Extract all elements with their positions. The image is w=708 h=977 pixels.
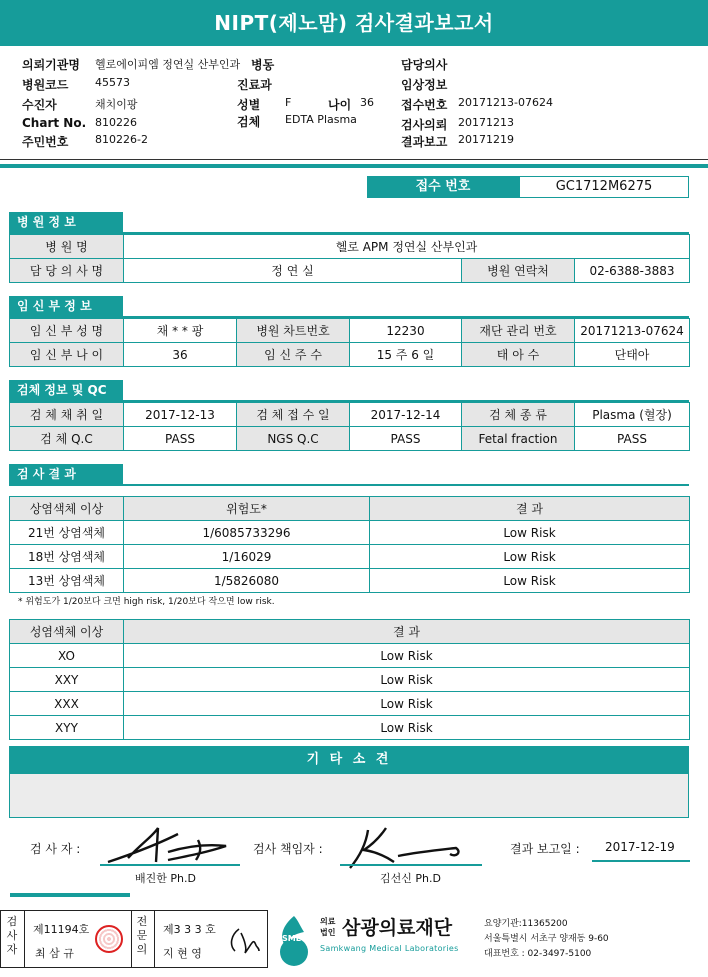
table-row — [10, 343, 690, 367]
specimen-qc-label: 검 체 Q.C — [10, 427, 124, 451]
table-row — [10, 569, 690, 593]
autosome-name: 21번 상염색체 — [10, 521, 124, 545]
doctor-label: 담당의사 — [401, 58, 448, 72]
hospital-value: 헬로에이피엠 정연실 산부인과 — [95, 58, 241, 71]
remarks-title: 기 타 소 견 — [9, 746, 689, 774]
sex-chromosome-result: Low Risk — [124, 692, 690, 716]
resident-value: 810226-2 — [95, 133, 148, 146]
autosome-risk: 1/6085733296 — [124, 521, 370, 545]
pregnant-name-value: 채 * * 팡 — [124, 319, 237, 343]
hospital-label: 의뢰기관명 — [22, 58, 80, 72]
request-value: 20171213 — [458, 116, 514, 129]
ward-label: 병동 — [251, 58, 275, 72]
pregnant-name-label: 임 신 부 성 명 — [10, 319, 124, 343]
supervisor-label: 검사 책임자 : — [253, 842, 323, 856]
chart-value: 810226 — [95, 116, 137, 129]
autosome-results-table — [9, 496, 690, 593]
fetal-fraction-label: Fetal fraction — [462, 427, 575, 451]
autosome-name: 13번 상염색체 — [10, 569, 124, 593]
table-row — [10, 497, 690, 521]
table-row — [10, 521, 690, 545]
code-label: 병원코드 — [22, 78, 69, 92]
autosome-result: Low Risk — [370, 545, 690, 569]
examiner-vertical-label: 검사자 — [6, 915, 18, 956]
sex-chromosome-name: XYY — [10, 716, 124, 740]
contact-label: 병원 연락처 — [462, 259, 575, 283]
table-row — [10, 545, 690, 569]
doctor-vertical-label: 전문의 — [136, 915, 148, 956]
corp-phone: 대표번호 : 02-3497-5100 — [484, 949, 592, 959]
specimen-value: EDTA Plasma — [285, 113, 357, 126]
hospital-info-table — [9, 234, 690, 283]
sex-chromosome-table — [9, 619, 690, 740]
doctor-vertical-cell — [131, 911, 155, 967]
corp-code: 요양기관:11365200 — [484, 919, 568, 929]
hospital-name-value: 헬로 APM 정연실 산부인과 — [124, 235, 690, 259]
gestation-weeks-label: 임 신 주 수 — [237, 343, 350, 367]
chart-number-label: 병원 차트번호 — [237, 319, 350, 343]
table-row — [10, 427, 690, 451]
results-section-title: 검 사 결 과 — [9, 464, 123, 485]
fetus-count-label: 태 아 수 — [462, 343, 575, 367]
receive-date-value: 2017-12-14 — [350, 403, 462, 427]
official-seal-icon — [95, 925, 123, 953]
mgmt-number-value: 20171213-07624 — [575, 319, 690, 343]
clinical-label: 임상정보 — [401, 78, 448, 92]
sex-chromosome-name: XXY — [10, 668, 124, 692]
patient-info-block — [0, 46, 708, 160]
hospital-name-label: 병 원 명 — [10, 235, 124, 259]
examiner-signature — [98, 822, 238, 870]
autosome-header-name: 상염색체 이상 — [10, 497, 124, 521]
table-row — [10, 235, 690, 259]
chart-number-value: 12230 — [350, 319, 462, 343]
age-value: 36 — [360, 96, 374, 109]
supervisor-signature-line — [340, 864, 482, 866]
fetus-count-value: 단태아 — [575, 343, 690, 367]
doctor-name-label: 담 당 의 사 명 — [10, 259, 124, 283]
corp-prefix-2: 법인 — [320, 928, 336, 937]
accession-value: 20171213-07624 — [458, 96, 553, 109]
examiner-signature-line — [100, 864, 240, 866]
table-row — [10, 692, 690, 716]
table-row — [10, 668, 690, 692]
receipt-value: GC1712M6275 — [519, 176, 689, 198]
sex-label: 성별 — [237, 98, 261, 112]
autosome-risk: 1/16029 — [124, 545, 370, 569]
remarks-body — [9, 774, 689, 818]
table-row — [10, 403, 690, 427]
collect-date-value: 2017-12-13 — [124, 403, 237, 427]
specimen-qc-table — [9, 402, 690, 451]
collector-value: 채치이팡 — [95, 98, 138, 111]
pregnant-info-table — [9, 318, 690, 367]
sex-header-result: 결 과 — [124, 620, 690, 644]
age-label: 나이 — [328, 98, 352, 112]
specimen-type-value: Plasma (혈장) — [575, 403, 690, 427]
examiner-vertical-cell — [1, 911, 25, 967]
fetal-fraction-value: PASS — [575, 427, 690, 451]
collect-date-label: 검 체 채 취 일 — [10, 403, 124, 427]
autosome-risk: 1/5826080 — [124, 569, 370, 593]
sex-chromosome-result: Low Risk — [124, 716, 690, 740]
sex-header-name: 성염색체 이상 — [10, 620, 124, 644]
ngs-qc-value: PASS — [350, 427, 462, 451]
collector-label: 수진자 — [22, 98, 57, 112]
pregnant-section-title: 임 신 부 정 보 — [9, 296, 123, 317]
footer-license-box — [0, 910, 268, 968]
contact-value: 02-6388-3883 — [575, 259, 690, 283]
code-value: 45573 — [95, 76, 130, 89]
report-date-value: 2017-12-19 — [605, 840, 675, 854]
accession-label: 접수번호 — [401, 98, 448, 112]
receive-date-label: 검 체 접 수 일 — [237, 403, 350, 427]
autosome-result: Low Risk — [370, 521, 690, 545]
doctor-license: 제3 3 3 호 — [163, 923, 216, 936]
specimen-qc-value: PASS — [124, 427, 237, 451]
corp-english: Samkwang Medical Laboratories — [320, 944, 459, 953]
sex-chromosome-name: XXX — [10, 692, 124, 716]
autosome-header-risk: 위험도* — [124, 497, 370, 521]
mgmt-number-label: 재단 관리 번호 — [462, 319, 575, 343]
report-value: 20171219 — [458, 133, 514, 146]
examiner-license: 제11194호 — [33, 923, 90, 936]
sex-chromosome-result: Low Risk — [124, 668, 690, 692]
receipt-label: 접수 번호 — [367, 176, 519, 198]
sex-chromosome-name: XO — [10, 644, 124, 668]
doctor-name-value: 정 연 실 — [124, 259, 462, 283]
table-row — [10, 644, 690, 668]
specimen-section-title: 검체 정보 및 QC — [9, 380, 123, 401]
corp-address: 서울특별시 서초구 양재동 9-60 — [484, 934, 609, 944]
sex-chromosome-result: Low Risk — [124, 644, 690, 668]
sex-value: F — [285, 96, 292, 109]
pregnant-age-value: 36 — [124, 343, 237, 367]
examiner-label: 검 사 자 : — [30, 842, 81, 856]
gestation-weeks-value: 15 주 6 일 — [350, 343, 462, 367]
specimen-label: 검체 — [237, 115, 261, 129]
autosome-header-result: 결 과 — [370, 497, 690, 521]
pregnant-age-label: 임 신 부 나 이 — [10, 343, 124, 367]
divider-stripe — [0, 164, 708, 168]
table-row — [10, 319, 690, 343]
report-date-line — [592, 860, 690, 862]
ngs-qc-label: NGS Q.C — [237, 427, 350, 451]
resident-label: 주민번호 — [22, 135, 69, 149]
examiner-name: 배진한 Ph.D — [135, 872, 196, 885]
request-label: 검사의뢰 — [401, 118, 448, 132]
autosome-name: 18번 상염색체 — [10, 545, 124, 569]
footer-accent-bar — [10, 893, 130, 897]
results-section-line — [9, 484, 689, 486]
supervisor-name: 김선신 Ph.D — [380, 872, 441, 885]
risk-footnote: * 위험도가 1/20보다 크면 high risk, 1/20보다 작으면 low risk. — [18, 597, 275, 607]
doctor-signature — [225, 925, 261, 955]
table-row — [10, 259, 690, 283]
table-row — [10, 620, 690, 644]
specimen-type-label: 검 체 종 류 — [462, 403, 575, 427]
corp-prefix-1: 의료 — [320, 917, 336, 926]
chart-label: Chart No. — [22, 116, 87, 130]
hospital-section-title: 병 원 정 보 — [9, 212, 123, 233]
dept-label: 진료과 — [237, 78, 272, 92]
report-title: NIPT(제노맘) 검사결과보고서 — [0, 0, 708, 46]
doctor-person: 지 현 영 — [163, 947, 202, 960]
corp-name: 삼광의료재단 — [342, 917, 453, 939]
report-date-label: 결과 보고일 : — [510, 842, 580, 856]
logo-abbr: SML — [282, 934, 301, 943]
table-row — [10, 716, 690, 740]
report-label: 결과보고 — [401, 135, 448, 149]
examiner-person: 최 삼 규 — [35, 947, 74, 960]
autosome-result: Low Risk — [370, 569, 690, 593]
